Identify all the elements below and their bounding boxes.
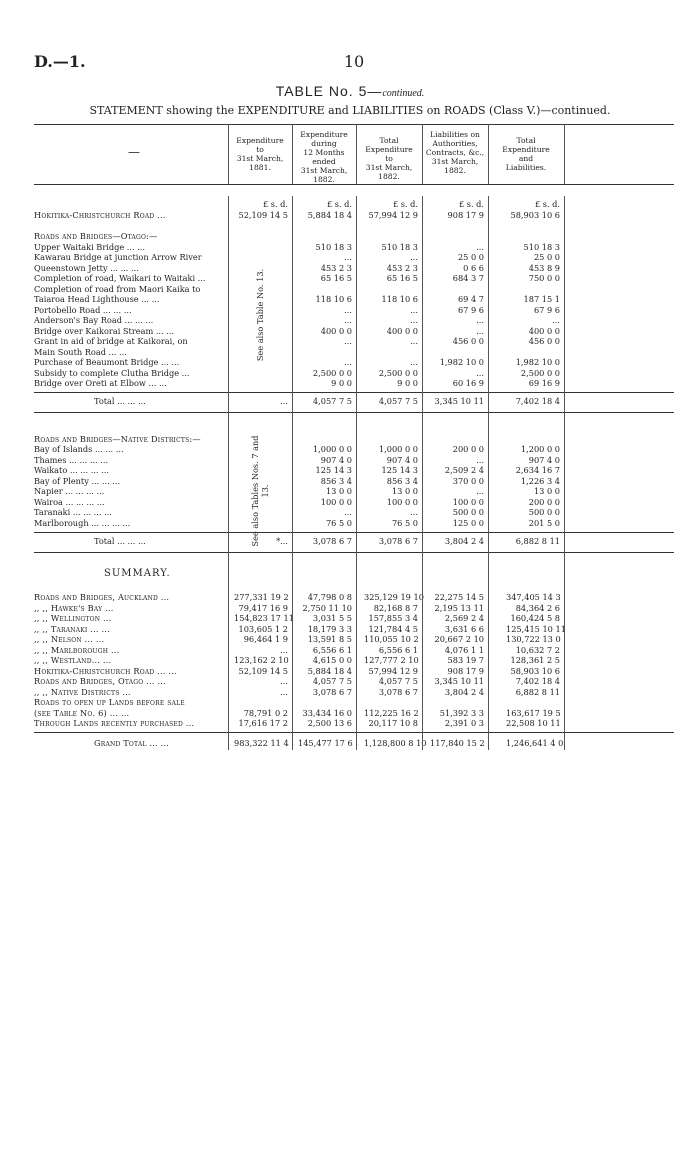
row-value: ... <box>410 336 418 346</box>
row-value: 51,392 3 3 <box>439 707 484 718</box>
row-value: 400 0 0 <box>528 325 560 336</box>
row-value: 4,615 0 0 <box>312 655 352 665</box>
row-value: 6,882 8 11 <box>515 536 560 546</box>
row-value: 510 18 3 <box>381 241 418 252</box>
column-header: Expenditure to 31st March, 1881. <box>236 136 284 172</box>
row-value: 96,464 1 9 <box>243 634 288 644</box>
row-value: 110,055 10 2 <box>364 634 419 644</box>
row-value: 58,903 10 6 <box>510 210 560 220</box>
row-value: ... <box>344 304 352 315</box>
row-value: 187 15 1 <box>523 294 560 304</box>
row-value: 4,057 7 5 <box>378 395 418 406</box>
row-label: Purchase of Beaumont Bridge ... ... <box>34 357 180 367</box>
row-value: 907 4 0 <box>528 454 560 465</box>
table-row <box>34 242 674 252</box>
table-subtitle: STATEMENT showing the EXPENDITURE and LIABILITIES on ROADS (Class V.)—continued. <box>89 104 611 117</box>
row-value: 2,500 13 6 <box>307 718 352 728</box>
row-label: ,, ,, Westland... ... <box>34 655 112 665</box>
row-value: 69 16 9 <box>528 378 560 388</box>
row-value: 157,855 3 4 <box>368 613 418 623</box>
row-value: 123,162 2 10 <box>234 655 289 665</box>
row-value: 69 4 7 <box>457 294 484 304</box>
row-value: 5,884 18 4 <box>307 210 352 220</box>
row-label: Napier ... ... ... ... <box>34 486 105 496</box>
table-row <box>34 455 674 465</box>
summary-heading: SUMMARY. <box>104 568 171 579</box>
column-header: Expenditure during 12 Months ended 31st March, 1882. <box>300 130 348 184</box>
row-value: 33,434 16 0 <box>302 707 352 718</box>
row-value: 1,226 3 4 <box>520 475 560 486</box>
table-row <box>34 444 674 454</box>
row-label: Thames ... ... ... ... <box>34 454 109 465</box>
row-value: 201 5 0 <box>528 517 560 528</box>
row-value: ... <box>410 304 418 315</box>
row-label: Hokitika-Christchurch Road ... <box>34 210 166 220</box>
table-row <box>34 676 674 686</box>
table-row <box>34 252 674 262</box>
row-value: 2,750 11 10 <box>302 602 352 613</box>
row-value: 65 16 5 <box>320 273 352 283</box>
table-rule <box>34 124 674 125</box>
row-value: 2,500 0 0 <box>312 367 352 378</box>
row-value: 684 3 7 <box>452 273 484 283</box>
row-value: 112,225 16 2 <box>364 707 419 718</box>
row-value: 983,322 11 4 <box>234 737 289 748</box>
column-header: Total Expenditure and Liabilities. <box>502 136 550 172</box>
row-value: 100 0 0 <box>386 496 418 507</box>
side-note: See also Tables Nos. 7 and 13. <box>250 435 270 547</box>
row-value: 25 0 0 <box>533 252 560 262</box>
table-row <box>34 497 674 507</box>
row-value: 118 10 6 <box>315 294 352 304</box>
row-value: 145,477 17 6 <box>298 737 353 748</box>
table-row <box>34 687 674 697</box>
row-value: 57,994 12 9 <box>368 665 418 676</box>
row-label: Bay of Islands ... ... ... <box>34 444 124 454</box>
table-rule <box>34 392 674 393</box>
row-label: Grant in aid of bridge at Kaikorai, on <box>34 336 188 346</box>
table-row <box>34 347 674 357</box>
row-label: Taranaki ... ... ... ... <box>34 507 112 517</box>
row-value: 400 0 0 <box>320 325 352 336</box>
column-divider <box>292 124 293 184</box>
row-value: 3,804 2 4 <box>444 536 484 546</box>
row-value: ... <box>344 252 352 262</box>
row-value: 60 16 9 <box>452 378 484 388</box>
table-rule <box>34 184 674 185</box>
row-value: 453 2 3 <box>386 262 418 273</box>
side-note: See also Table No. 13. <box>255 268 265 362</box>
row-value: 347,405 14 3 <box>506 592 561 602</box>
table-rule <box>34 732 674 733</box>
row-value: 3,031 5 5 <box>312 613 352 623</box>
table-row <box>34 357 674 367</box>
row-label: Total ... ... ... <box>94 536 146 546</box>
row-value: 277,331 19 2 <box>234 592 289 602</box>
row-label: Completion of road from Maori Kaika to <box>34 283 201 294</box>
row-value: 856 3 4 <box>386 475 418 486</box>
row-value: 78,791 0 2 <box>243 707 288 718</box>
row-value: 20,117 10 8 <box>368 718 418 728</box>
row-value: 370 0 0 <box>452 475 484 486</box>
page-number: 10 <box>343 52 365 71</box>
row-value: 18,179 3 3 <box>307 623 352 634</box>
column-header: Liabilities on Authorities, Contracts, &c., 31st March, 1882. <box>425 130 485 175</box>
row-label: ,, ,, Native Districts ... <box>34 686 131 697</box>
row-value: 200 0 0 <box>528 496 560 507</box>
row-label: Kawarau Bridge at junction Arrow River <box>34 252 202 262</box>
table-row <box>34 645 674 655</box>
row-value: 1,000 0 0 <box>378 444 418 454</box>
row-value: 9 0 0 <box>331 378 352 388</box>
row-value: 456 0 0 <box>452 336 484 346</box>
row-value: 325,129 19 10 <box>364 592 424 602</box>
row-value: 58,903 10 6 <box>510 665 560 676</box>
row-label: ,, ,, Nelson ... ... <box>34 634 105 644</box>
row-value: ... <box>344 507 352 517</box>
row-value: ... <box>552 315 560 325</box>
row-value: 3,078 6 7 <box>312 536 352 546</box>
row-value: ... <box>344 315 352 325</box>
row-label: Wairoa ... ... ... ... <box>34 496 105 507</box>
page-header <box>34 52 674 72</box>
row-value: 118 10 6 <box>381 294 418 304</box>
table-row <box>34 284 674 294</box>
row-value: 1,128,800 8 10 <box>364 737 427 748</box>
row-value: 907 4 0 <box>320 454 352 465</box>
column-divider <box>564 124 565 184</box>
row-value: 2,569 2 4 <box>444 613 484 623</box>
table-rule <box>34 552 674 553</box>
row-value: 2,500 0 0 <box>520 367 560 378</box>
row-label: (see Table No. 6) ... ... <box>34 707 130 718</box>
row-label: Completion of road, Waikari to Waitaki ... <box>34 273 206 283</box>
table-row <box>34 315 674 325</box>
row-label: Roads and Bridges, Otago ... ... <box>34 676 166 686</box>
row-label: Hokitika-Christchurch Road ... ... <box>34 665 177 676</box>
row-value: 510 18 3 <box>315 241 352 252</box>
row-label: Through Lands recently purchased ... <box>34 718 195 728</box>
row-value: 4,076 1 1 <box>444 644 484 655</box>
row-value: 5,884 18 4 <box>307 665 352 676</box>
row-value: 13 0 0 <box>533 486 560 496</box>
column-divider <box>422 124 423 184</box>
row-value: 65 16 5 <box>386 273 418 283</box>
row-value: ... <box>476 454 484 465</box>
row-label: Grand Total ... ... <box>94 737 170 748</box>
row-value: 6,556 6 1 <box>378 644 418 655</box>
column-divider <box>356 196 357 750</box>
row-label: Main South Road ... ... <box>34 346 127 357</box>
row-label: Total ... ... ... <box>94 395 146 406</box>
row-label: Bay of Plenty ... ... ... <box>34 475 121 486</box>
table-row <box>34 666 674 676</box>
row-value: ... <box>280 676 288 686</box>
row-value: 3,345 10 11 <box>434 395 484 406</box>
table-row <box>34 536 674 546</box>
table-title-text: TABLE No. 5— <box>275 83 383 99</box>
table-row <box>34 368 674 378</box>
table-row <box>34 613 674 623</box>
row-value: 10,632 7 2 <box>515 644 560 655</box>
row-value: 52,109 14 5 <box>238 210 288 220</box>
row-label: Roads and Bridges, Auckland ... <box>34 592 170 602</box>
column-divider <box>422 196 423 750</box>
row-value: 6,556 6 1 <box>312 644 352 655</box>
table-row <box>34 697 674 707</box>
row-label: Subsidy to complete Clutha Bridge ... <box>34 367 190 378</box>
table-row <box>34 738 674 748</box>
row-label: ,, ,, Marlborough ... <box>34 644 120 655</box>
row-value: 22,275 14 5 <box>434 592 484 602</box>
row-value: 117,840 15 2 <box>430 737 485 748</box>
row-value: 4,057 7 5 <box>312 395 352 406</box>
row-value: 908 17 9 <box>447 210 484 220</box>
section-heading <box>34 231 674 241</box>
currency-row <box>34 199 674 209</box>
table-row <box>34 476 674 486</box>
table-row <box>34 507 674 517</box>
section-heading <box>34 434 674 444</box>
row-value: ... <box>476 325 484 336</box>
row-value: 2,391 0 3 <box>444 718 484 728</box>
row-value: 500 0 0 <box>528 507 560 517</box>
row-value: 20,667 2 10 <box>434 634 484 644</box>
row-value: 13,591 8 5 <box>307 634 352 644</box>
row-value: ... <box>280 686 288 697</box>
row-value: 2,634 16 7 <box>515 465 560 475</box>
row-label: ,, ,, Hawke's Bay ... <box>34 602 114 613</box>
table-row <box>34 708 674 718</box>
row-value: ... <box>344 357 352 367</box>
row-value: 2,509 2 4 <box>444 465 484 475</box>
row-value: 17,616 17 2 <box>238 718 288 728</box>
column-divider <box>228 124 229 184</box>
row-value: 583 19 7 <box>447 655 484 665</box>
row-label: Queenstown Jetty ... ... ... <box>34 262 139 273</box>
row-value: 2,500 0 0 <box>378 367 418 378</box>
table-row <box>34 326 674 336</box>
currency-symbol: £ s. d. <box>326 199 352 209</box>
row-value: 100 0 0 <box>320 496 352 507</box>
row-value: 4,057 7 5 <box>312 676 352 686</box>
row-value: 856 3 4 <box>320 475 352 486</box>
row-value: 453 2 3 <box>320 262 352 273</box>
row-value: 13 0 0 <box>325 486 352 496</box>
row-value: 2,195 13 11 <box>434 602 484 613</box>
row-value: 400 0 0 <box>386 325 418 336</box>
row-value: 160,424 5 8 <box>510 613 560 623</box>
row-value: 9 0 0 <box>397 378 418 388</box>
row-value: 125,415 10 11 <box>506 623 566 634</box>
row-value: ... <box>476 367 484 378</box>
row-value: 3,345 10 11 <box>434 676 484 686</box>
row-value: 100 0 0 <box>452 496 484 507</box>
table-row <box>34 336 674 346</box>
column-divider <box>488 124 489 184</box>
row-value: 163,617 19 5 <box>506 707 561 718</box>
row-value: 908 17 9 <box>447 665 484 676</box>
row-value: 750 0 0 <box>528 273 560 283</box>
column-header-description: — <box>128 145 140 159</box>
row-value: 154,823 17 11 <box>234 613 294 623</box>
currency-symbol: £ s. d. <box>262 199 288 209</box>
row-label: Roads to open up Lands before sale <box>34 697 185 707</box>
row-value: *... <box>276 536 288 546</box>
row-value: 1,246,641 4 0 <box>506 737 564 748</box>
section-heading-label: Roads and Bridges—Native Districts:— <box>34 433 201 444</box>
row-value: 3,804 2 4 <box>444 686 484 697</box>
row-value: 1,982 10 0 <box>515 357 560 367</box>
row-label: Portobello Road ... ... ... <box>34 304 132 315</box>
table-row <box>34 273 674 283</box>
row-value: 4,057 7 5 <box>378 676 418 686</box>
row-label: ,, ,, Taranaki ... ... <box>34 623 110 634</box>
row-value: ... <box>410 357 418 367</box>
row-value: 82,168 8 7 <box>373 602 418 613</box>
row-value: ... <box>476 315 484 325</box>
row-value: 52,109 14 5 <box>238 665 288 676</box>
table-row <box>34 378 674 388</box>
row-value: 125 14 3 <box>381 465 418 475</box>
row-value: 79,417 16 9 <box>238 602 288 613</box>
row-value: 200 0 0 <box>452 444 484 454</box>
column-divider <box>488 196 489 750</box>
table-rule <box>34 532 674 533</box>
row-label: Anderson's Bay Road ... ... ... <box>34 315 154 325</box>
row-value: ... <box>410 507 418 517</box>
row-value: 7,402 18 4 <box>515 395 560 406</box>
table-row <box>34 603 674 613</box>
row-value: ... <box>344 336 352 346</box>
row-value: ... <box>476 241 484 252</box>
row-label: Waikato ... ... ... ... <box>34 465 109 475</box>
currency-symbol: £ s. d. <box>392 199 418 209</box>
table-row <box>34 486 674 496</box>
row-value: 130,722 13 0 <box>506 634 561 644</box>
currency-symbol: £ s. d. <box>458 199 484 209</box>
row-value: 500 0 0 <box>452 507 484 517</box>
row-value: 453 8 9 <box>528 262 560 273</box>
row-value: 456 0 0 <box>528 336 560 346</box>
row-value: ... <box>476 486 484 496</box>
row-value: ... <box>280 644 288 655</box>
row-value: 76 5 0 <box>325 517 352 528</box>
row-value: 47,798 0 8 <box>307 592 352 602</box>
row-value: 125 0 0 <box>452 517 484 528</box>
table-row <box>34 718 674 728</box>
row-value: 84,364 2 6 <box>515 602 560 613</box>
row-value: ... <box>410 252 418 262</box>
row-value: 13 0 0 <box>391 486 418 496</box>
row-value: 103,605 1 2 <box>238 623 288 634</box>
row-value: 510 18 3 <box>523 241 560 252</box>
row-label: ,, ,, Wellington ... <box>34 613 112 623</box>
row-value: 907 4 0 <box>386 454 418 465</box>
table-row <box>34 624 674 634</box>
row-value: 121,784 4 5 <box>368 623 418 634</box>
table-row <box>34 592 674 602</box>
table-title-continued: continued. <box>382 88 425 99</box>
row-label: Marlborough ... ... ... ... <box>34 517 131 528</box>
row-value: 0 6 6 <box>463 262 484 273</box>
row-value: 1,000 0 0 <box>312 444 352 454</box>
section-heading-label: Roads and Bridges—Otago:— <box>34 231 158 241</box>
row-value: 128,361 2 5 <box>510 655 560 665</box>
row-label: Bridge over Kaikorai Stream ... ... <box>34 325 175 336</box>
row-value: 3,078 6 7 <box>378 536 418 546</box>
row-value: 125 14 3 <box>315 465 352 475</box>
column-divider <box>564 196 565 750</box>
row-value: 1,982 10 0 <box>439 357 484 367</box>
column-header: Total Expenditure to 31st March, 1882. <box>365 136 413 181</box>
document-reference: D.—1. <box>34 52 86 71</box>
column-divider <box>292 196 293 750</box>
table-row <box>34 634 674 644</box>
row-value: 25 0 0 <box>457 252 484 262</box>
row-value: 3,078 6 7 <box>312 686 352 697</box>
row-value: 22,508 10 11 <box>506 718 561 728</box>
table-title <box>0 83 700 99</box>
table-row <box>34 465 674 475</box>
row-value: 7,402 18 4 <box>515 676 560 686</box>
row-label: Upper Waitaki Bridge ... ... <box>34 241 145 252</box>
table-row <box>34 518 674 528</box>
table-row <box>34 210 674 220</box>
table-row <box>34 655 674 665</box>
currency-symbol: £ s. d. <box>534 199 560 209</box>
row-label: Taiaroa Head Lighthouse ... ... <box>34 294 160 304</box>
row-value: ... <box>280 395 288 406</box>
row-value: 1,200 0 0 <box>520 444 560 454</box>
table-row <box>34 263 674 273</box>
row-value: 57,994 12 9 <box>368 210 418 220</box>
row-value: 76 5 0 <box>391 517 418 528</box>
row-value: 3,631 6 6 <box>444 623 484 634</box>
row-value: 127,777 2 10 <box>364 655 419 665</box>
row-value: ... <box>410 315 418 325</box>
column-divider <box>356 124 357 184</box>
column-divider <box>228 196 229 750</box>
table-row <box>34 305 674 315</box>
table-row <box>34 396 674 406</box>
row-label: Bridge over Oreti at Elbow ... ... <box>34 378 167 388</box>
row-value: 6,882 8 11 <box>515 686 560 697</box>
row-value: 67 9 6 <box>457 304 484 315</box>
row-value: 67 9 6 <box>533 304 560 315</box>
table-rule <box>34 412 674 413</box>
row-value: 3,078 6 7 <box>378 686 418 697</box>
table-row <box>34 294 674 304</box>
